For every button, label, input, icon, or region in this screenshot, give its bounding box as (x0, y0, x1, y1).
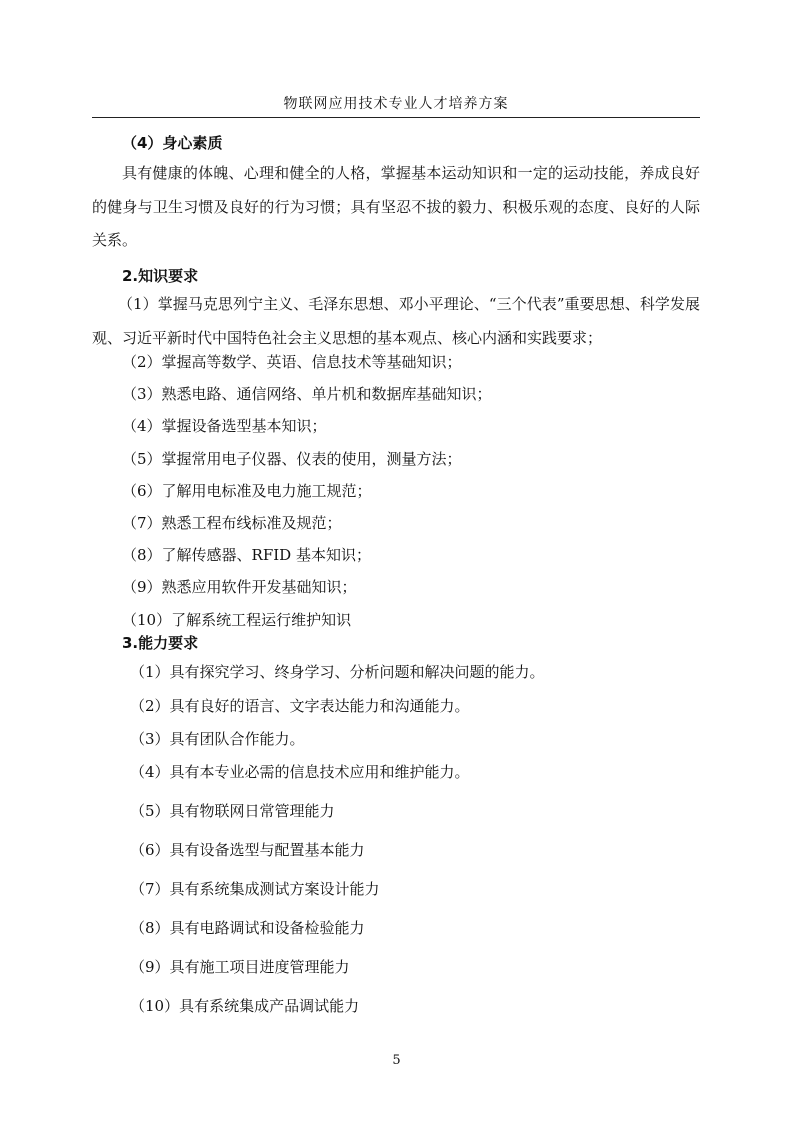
knowledge-item: （7）熟悉工程布线标准及规范； (122, 514, 342, 532)
knowledge-item: （10）了解系统工程运行维护知识 (122, 611, 352, 629)
ability-item: （7）具有系统集成测试方案设计能力 (130, 880, 380, 898)
knowledge-item: （2）掌握高等数学、英语、信息技术等基础知识； (122, 353, 462, 371)
ability-item: （9）具有施工项目进度管理能力 (130, 958, 350, 976)
ability-item: （2）具有良好的语言、文字表达能力和沟通能力。 (130, 697, 470, 715)
ability-heading: 3.能力要求 (122, 634, 199, 652)
physical-quality-heading: （4）身心素质 (122, 134, 223, 152)
knowledge-item: （3）熟悉电路、通信网络、单片机和数据库基础知识； (122, 385, 492, 403)
running-header: 物联网应用技术专业人才培养方案 (283, 96, 509, 112)
ability-item: （6）具有设备选型与配置基本能力 (130, 841, 365, 859)
knowledge-item: （9）熟悉应用软件开发基础知识； (122, 578, 357, 596)
knowledge-item: （5）掌握常用电子仪器、仪表的使用，测量方法； (122, 450, 462, 468)
ability-item: （8）具有电路调试和设备检验能力 (130, 919, 365, 937)
knowledge-heading: 2.知识要求 (122, 267, 199, 285)
knowledge-item-1: （1）掌握马克思列宁主义、毛泽东思想、邓小平理论、“三个代表”重要思想、科学发展观、习近平新时代中国特色社会主义思想的基本观点、核心内涵和实践要求； (92, 295, 700, 347)
knowledge-item: （4）掌握设备选型基本知识； (122, 417, 327, 435)
header-rule (92, 117, 700, 118)
ability-item: （1）具有探究学习、终身学习、分析问题和解决问题的能力。 (130, 663, 545, 681)
ability-item: （4）具有本专业必需的信息技术应用和维护能力。 (130, 763, 470, 781)
ability-item: （3）具有团队合作能力。 (130, 730, 305, 748)
page-number: 5 (392, 1053, 401, 1068)
ability-item: （5）具有物联网日常管理能力 (130, 802, 335, 820)
knowledge-item: （8）了解传感器、RFID 基本知识； (122, 546, 371, 564)
knowledge-item: （6）了解用电标准及电力施工规范； (122, 482, 372, 500)
ability-item: （10）具有系统集成产品调试能力 (130, 997, 360, 1015)
physical-quality-paragraph: 具有健康的体魄、心理和健全的人格，掌握基本运动知识和一定的运动技能，养成良好的健身与卫生习惯及良好的行为习惯；具有坚忍不拔的毅力、积极乐观的态度、良好的人际关系。 (92, 164, 700, 249)
